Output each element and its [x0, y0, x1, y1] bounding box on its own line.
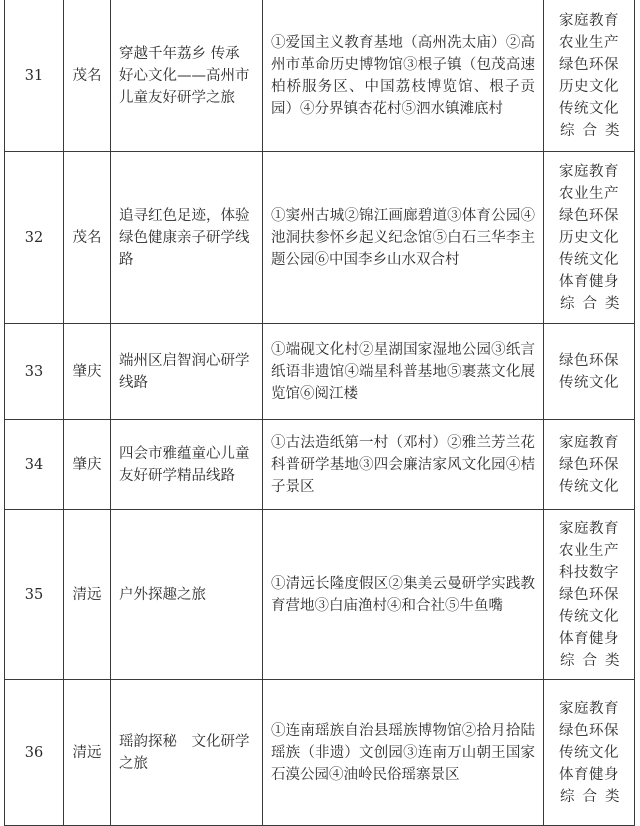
- category-item: 传统文化: [559, 608, 619, 625]
- category-item: 绿色环保: [559, 722, 619, 739]
- row-spots: ①古法造纸第一村（邓村）②雅兰芳兰花科普研学基地③四会廉洁家风文化园④桔子景区: [263, 420, 544, 510]
- row-spots: ①窦州古城②锦江画廊碧道③体育公园④池洞扶参怀乡起义纪念馆⑤白石三华李主题公园⑥中国李乡山水双合村: [263, 152, 544, 324]
- row-route-name: 追寻红色足迹，体验绿色健康亲子研学线路: [111, 152, 263, 324]
- category-item: 传统文化: [559, 100, 619, 117]
- category-item: 绿色环保: [559, 456, 619, 473]
- row-categories: [544, 0, 635, 152]
- row-number: 35: [5, 510, 64, 680]
- category-item: 家庭教育: [559, 520, 619, 537]
- category-item: 传统文化: [559, 251, 619, 268]
- category-item: 农业生产: [559, 34, 619, 51]
- row-route-name: 瑶韵探秘 文化研学之旅: [111, 680, 263, 826]
- category-item: 体育健身: [559, 630, 619, 647]
- row-city: 清远: [64, 680, 111, 826]
- category-item: 综合类: [560, 788, 628, 805]
- table-row: [5, 0, 635, 152]
- table-row: [5, 510, 635, 680]
- category-item: 绿色环保: [559, 207, 619, 224]
- category-item: 综合类: [560, 652, 628, 669]
- route-table-body: [5, 0, 635, 826]
- category-item: 家庭教育: [559, 700, 619, 717]
- category-item: 体育健身: [559, 766, 619, 783]
- table-row: [5, 324, 635, 420]
- route-table: [4, 0, 635, 826]
- row-number: 36: [5, 680, 64, 826]
- row-spots: ①端砚文化村②星湖国家湿地公园③纸言纸语非遗馆④端星科普基地⑤裹蒸文化展览馆⑥阅江楼: [263, 324, 544, 420]
- category-item: 家庭教育: [559, 434, 619, 451]
- row-categories: [544, 152, 635, 324]
- row-spots: ①连南瑶族自治县瑶族博物馆②拾月拾陆瑶族（非遗）文创园③连南万山朝王国家石漠公园④油岭民俗瑶寨景区: [263, 680, 544, 826]
- row-route-name: 端州区启智润心研学线路: [111, 324, 263, 420]
- row-number: 32: [5, 152, 64, 324]
- category-item: 传统文化: [559, 744, 619, 761]
- row-spots: ①清远长隆度假区②集美云曼研学实践教育营地③白庙渔村④和合社⑤牛鱼嘴: [263, 510, 544, 680]
- row-city: 清远: [64, 510, 111, 680]
- category-item: 农业生产: [559, 542, 619, 559]
- row-categories: [544, 680, 635, 826]
- table-row: [5, 420, 635, 510]
- row-city: 茂名: [64, 0, 111, 152]
- category-item: 历史文化: [559, 229, 619, 246]
- row-city: 肇庆: [64, 324, 111, 420]
- table-row: [5, 152, 635, 324]
- category-item: 综合类: [560, 122, 628, 139]
- row-city: 肇庆: [64, 420, 111, 510]
- table-row: [5, 680, 635, 826]
- row-categories: [544, 420, 635, 510]
- category-item: 历史文化: [559, 78, 619, 95]
- category-item: 家庭教育: [559, 163, 619, 180]
- category-item: 绿色环保: [559, 586, 619, 603]
- row-number: 34: [5, 420, 64, 510]
- row-categories: [544, 324, 635, 420]
- row-number: 33: [5, 324, 64, 420]
- category-item: 综合类: [560, 295, 628, 312]
- row-number: 31: [5, 0, 64, 152]
- row-route-name: 穿越千年荔乡 传承好心文化——高州市儿童友好研学之旅: [111, 0, 263, 152]
- row-spots: ①爱国主义教育基地（高州冼太庙）②高州市革命历史博物馆③根子镇（包茂高速柏桥服务区、中国荔枝博览馆、根子贡园）④分界镇杏花村⑤泗水镇滩底村: [263, 0, 544, 152]
- category-item: 科技数字: [559, 564, 619, 581]
- row-city: 茂名: [64, 152, 111, 324]
- category-item: 体育健身: [559, 273, 619, 290]
- category-item: 传统文化: [559, 478, 619, 495]
- row-categories: [544, 510, 635, 680]
- category-item: 绿色环保: [559, 352, 619, 369]
- row-route-name: 四会市雅蕴童心儿童友好研学精品线路: [111, 420, 263, 510]
- category-item: 家庭教育: [559, 12, 619, 29]
- row-route-name: 户外探趣之旅: [111, 510, 263, 680]
- category-item: 农业生产: [559, 185, 619, 202]
- category-item: 传统文化: [559, 374, 619, 391]
- category-item: 绿色环保: [559, 56, 619, 73]
